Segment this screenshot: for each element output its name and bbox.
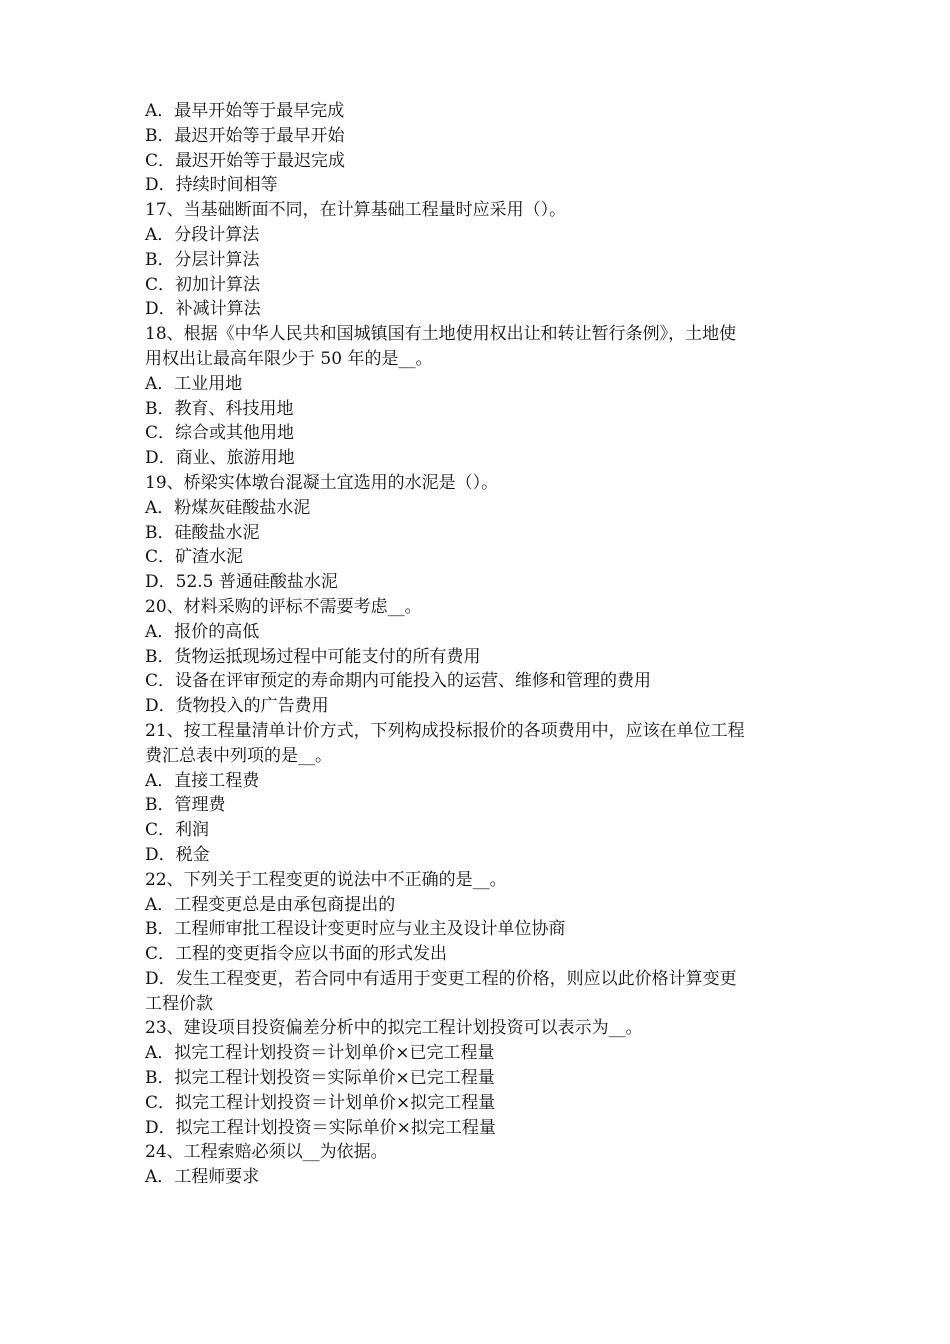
option-line: B．工程师审批工程设计变更时应与业主及设计单位协商 [145,919,566,940]
option-line: D．发生工程变更，若合同中有适用于变更工程的价格，则应以此价格计算变更 [145,968,737,989]
question-line: 18、根据《中华人民共和国城镇国有土地使用权出让和转让暂行条例》，土地使 [145,324,737,345]
question-line: 20、材料采购的评标不需要考虑__。 [145,596,422,617]
option-line: A．最早开始等于最早完成 [145,101,345,121]
option-line: C．矿渣水泥 [145,547,244,568]
option-line: A．拟完工程计划投资＝计划单价×已完工程量 [145,1043,495,1064]
question-line: 17、当基础断面不同，在计算基础工程量时应采用（）。 [145,200,567,221]
option-line: C．利润 [145,820,210,841]
question-line: 23、建设项目投资偏差分析中的拟完工程计划投资可以表示为__。 [145,1018,643,1039]
option-line: A．工程师要求 [145,1167,260,1188]
option-line: A．工业用地 [145,373,243,394]
option-line: B．教育、科技用地 [145,398,294,419]
option-line: B．最迟开始等于最早开始 [145,125,345,146]
question-line: 费汇总表中列项的是__。 [145,745,332,766]
option-line: D．补减计算法 [145,299,261,320]
option-line: A．工程变更总是由承包商提出的 [145,894,396,915]
option-line: D．商业、旅游用地 [145,448,295,469]
option-line: A．分段计算法 [145,224,260,245]
option-line: C．工程的变更指令应以书面的形式发出 [145,944,448,965]
option-line: B．硅酸盐水泥 [145,522,260,543]
option-line: B．拟完工程计划投资＝实际单价×已完工程量 [145,1068,495,1089]
option-line: C．最迟开始等于最迟完成 [145,150,346,171]
option-line: D．52.5 普通硅酸盐水泥 [145,572,338,593]
question-line: 24、工程索赔必须以__为依据。 [145,1142,388,1163]
option-line: D．拟完工程计划投资＝实际单价×拟完工程量 [145,1117,496,1138]
option-line: C．初加计算法 [145,274,261,295]
option-line: A．粉煤灰硅酸盐水泥 [145,497,311,518]
option-line: B．管理费 [145,795,226,816]
option-line: B．货物运抵现场过程中可能支付的所有费用 [145,646,481,667]
question-text-block [145,99,815,1190]
option-line: C．设备在评审预定的寿命期内可能投入的运营、维修和管理的费用 [145,671,652,692]
option-line: 工程价款 [145,993,213,1014]
option-line: B．分层计算法 [145,249,260,270]
option-line: A．直接工程费 [145,770,260,791]
option-line: C．综合或其他用地 [145,423,295,444]
option-line: A．报价的高低 [145,621,260,642]
option-line: D．税金 [145,844,210,865]
option-line: D．持续时间相等 [145,175,278,196]
question-line: 用权出让最高年限少于 50 年的是__。 [145,348,433,369]
question-line: 22、下列关于工程变更的说法中不正确的是__。 [145,869,507,890]
option-line: D．货物投入的广告费用 [145,696,329,717]
option-line: C．拟完工程计划投资＝计划单价×拟完工程量 [145,1092,496,1113]
question-line: 19、桥梁实体墩台混凝土宜选用的水泥是（）。 [145,472,499,493]
question-line: 21、按工程量清单计价方式，下列构成投标报价的各项费用中，应该在单位工程 [145,720,745,741]
